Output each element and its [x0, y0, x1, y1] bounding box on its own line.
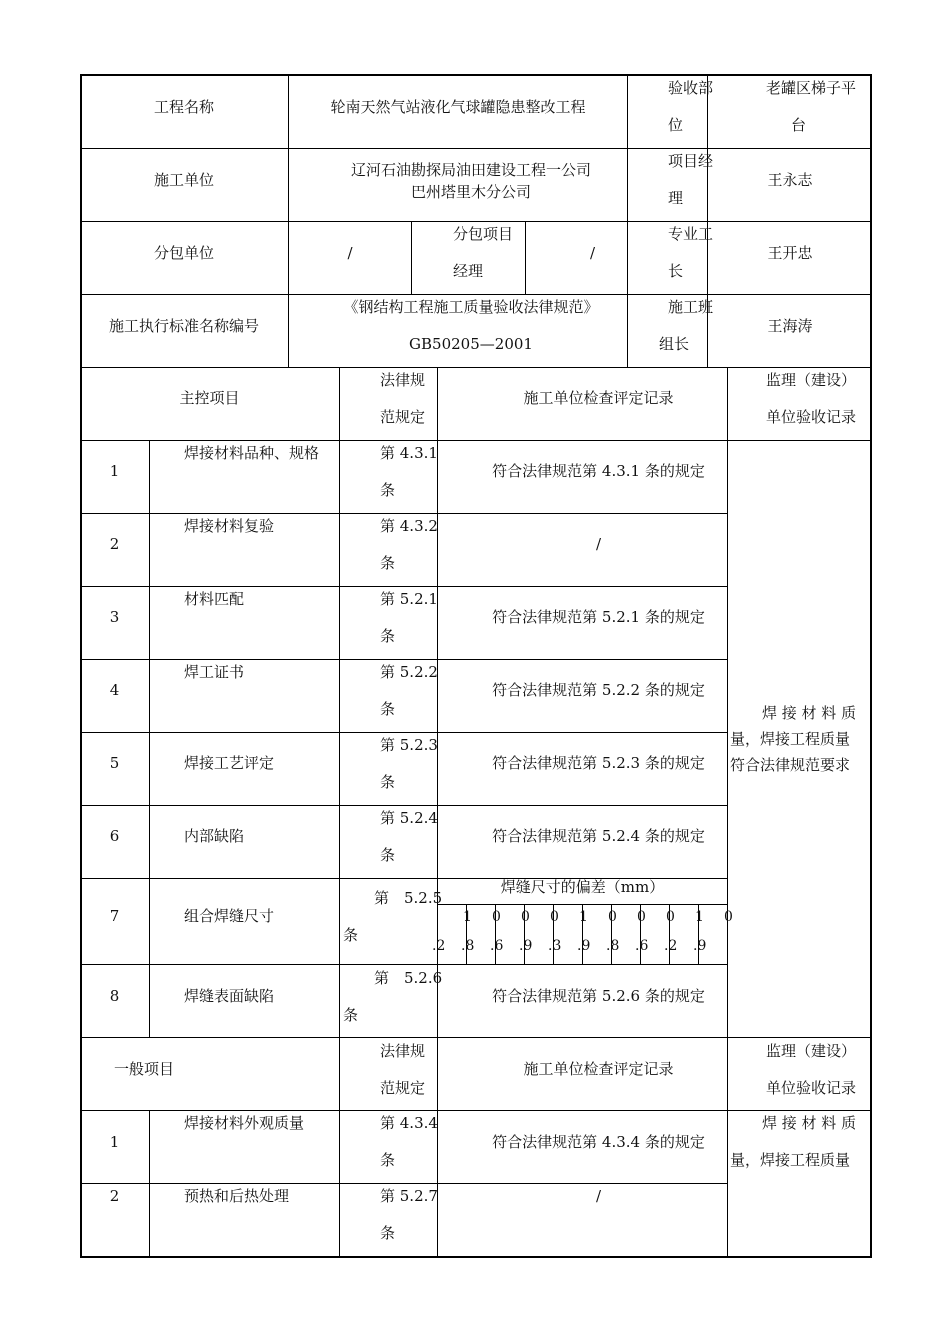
foreman: 王开忠: [767, 244, 813, 262]
standard-label: 施工执行标准名称编号: [108, 317, 259, 335]
supervisor-result: 焊 接 材 料 质: [762, 1114, 857, 1132]
project-name: 轮南天然气站液化气球罐隐患整改工程: [330, 98, 586, 116]
clause-header-cont: 范规定: [380, 1079, 426, 1097]
supervisor-header-cont: 单位验收记录: [766, 408, 857, 426]
sub-pm-label: 分包项目: [453, 225, 514, 243]
deviation-value: .9: [519, 938, 533, 954]
clause-ref: 第 5.2.1: [380, 590, 438, 608]
deviation-value: 0: [724, 909, 733, 925]
deviation-value: .2: [664, 938, 678, 954]
item-name: 组合焊缝尺寸: [184, 907, 275, 925]
row-number: 1: [109, 462, 120, 480]
clause-ref: 第 5.2.3: [380, 736, 438, 754]
rule: [80, 367, 872, 368]
clause-ref-cont: 条: [343, 926, 359, 944]
deviation-value: .6: [635, 938, 649, 954]
clause-ref-cont: 条: [380, 700, 396, 718]
supervisor-header: 监理（建设）: [766, 1042, 857, 1060]
row-number: 6: [109, 827, 120, 845]
sub-pm-value: /: [589, 244, 596, 262]
acceptance-part-label: 验收部: [668, 79, 714, 97]
deviation-value: 0: [637, 909, 646, 925]
team-leader-label: 施工班: [668, 298, 714, 316]
item-name: 预热和后热处理: [184, 1187, 290, 1205]
rule: [149, 1110, 150, 1258]
contractor-label: 施工单位: [153, 171, 214, 189]
standard-name: 《钢结构工程施工质量验收法律规范》: [343, 298, 599, 316]
deviation-value: 0: [608, 909, 617, 925]
acceptance-part-cont: 台: [791, 116, 807, 134]
subcontractor-value: /: [347, 244, 353, 262]
item-name: 焊接工艺评定: [184, 754, 275, 772]
record-header: 施工单位检查评定记录: [523, 389, 674, 407]
clause-ref: 第 5.2.6: [374, 969, 443, 987]
clause-ref-cont: 条: [380, 1224, 396, 1242]
row-number: 4: [109, 681, 120, 699]
deviation-value: 0: [521, 909, 530, 925]
rule: [80, 148, 707, 149]
item-name: 内部缺陷: [184, 827, 245, 845]
deviation-value: 1: [695, 909, 704, 925]
check-record: 符合法律规范第 5.2.1 条的规定: [492, 608, 705, 626]
deviation-value: .8: [461, 938, 475, 954]
acceptance-part: 老罐区梯子平: [766, 79, 857, 97]
team-leader-label-cont: 组长: [659, 335, 690, 353]
clause-ref-cont: 条: [380, 1151, 396, 1169]
supervisor-result: 焊 接 材 料 质: [762, 704, 857, 722]
row-number: 3: [109, 608, 120, 626]
item-name: 焊接材料品种、规格: [184, 444, 320, 462]
main-items-title: 主控项目: [179, 389, 240, 407]
check-record: 符合法律规范第 5.2.3 条的规定: [492, 754, 705, 772]
deviation-value: .2: [432, 938, 446, 954]
clause-header: 法律规: [380, 1042, 426, 1060]
supervisor-result-cont: 量，焊接工程质量: [730, 730, 851, 748]
check-record: /: [595, 535, 602, 553]
clause-ref: 第 4.3.4: [380, 1114, 438, 1132]
general-items-title: 一般项目: [114, 1060, 175, 1078]
clause-ref: 第 4.3.1: [380, 444, 438, 462]
rule: [411, 221, 412, 294]
deviation-value: 0: [492, 909, 501, 925]
clause-ref-cont: 条: [380, 554, 396, 572]
row-number: 8: [109, 987, 120, 1005]
foreman-label-cont: 长: [668, 262, 684, 280]
row-number: 2: [109, 1187, 120, 1205]
check-record: 符合法律规范第 4.3.1 条的规定: [492, 462, 705, 480]
clause-ref: 第 5.2.4: [380, 809, 438, 827]
sub-pm-label-cont: 经理: [453, 262, 484, 280]
check-record: 符合法律规范第 5.2.4 条的规定: [492, 827, 705, 845]
item-name: 焊接材料复验: [184, 517, 275, 535]
supervisor-header-cont: 单位验收记录: [766, 1079, 857, 1097]
deviation-value: 0: [550, 909, 559, 925]
item-name: 焊缝表面缺陷: [184, 987, 275, 1005]
clause-ref-cont: 条: [343, 1006, 359, 1024]
clause-ref-cont: 条: [380, 846, 396, 864]
rule: [149, 440, 150, 1037]
supervisor-result-cont: 符合法律规范要求: [730, 756, 851, 774]
clause-header: 法律规: [380, 371, 426, 389]
clause-ref-cont: 条: [380, 773, 396, 791]
foreman-label: 专业工: [668, 225, 714, 243]
rule: [80, 1037, 872, 1038]
check-record: 符合法律规范第 4.3.4 条的规定: [492, 1133, 705, 1151]
row-number: 2: [109, 535, 120, 553]
contractor-name: 辽河石油勘探局油田建设工程一公司: [350, 161, 591, 179]
check-record: 符合法律规范第 5.2.6 条的规定: [492, 987, 705, 1005]
deviation-value: .6: [490, 938, 504, 954]
row-number: 1: [109, 1133, 120, 1151]
rule: [707, 148, 872, 149]
deviation-value: .9: [577, 938, 591, 954]
project-manager: 王永志: [767, 171, 813, 189]
item-name: 材料匹配: [184, 590, 245, 608]
row-number: 7: [109, 907, 120, 925]
row-number: 5: [109, 754, 120, 772]
pm-label-cont: 理: [668, 189, 684, 207]
acceptance-part-label-cont: 位: [668, 116, 684, 134]
item-name: 焊接材料外观质量: [184, 1114, 305, 1132]
deviation-value: 1: [579, 909, 588, 925]
deviation-value: .8: [606, 938, 620, 954]
clause-header-cont: 范规定: [380, 408, 426, 426]
clause-ref-cont: 条: [380, 481, 396, 499]
clause-ref: 第 5.2.5: [374, 889, 443, 907]
clause-ref: 第 4.3.2: [380, 517, 438, 535]
project-name-label: 工程名称: [153, 98, 214, 116]
clause-ref: 第 5.2.7: [380, 1187, 438, 1205]
weld-deviation-header: 焊缝尺寸的偏差（mm）: [500, 878, 665, 896]
item-name: 焊工证书: [184, 663, 245, 681]
rule: [339, 367, 340, 1258]
record-header: 施工单位检查评定记录: [523, 1060, 674, 1078]
team-leader: 王海涛: [767, 317, 813, 335]
pm-label: 项目经: [668, 152, 714, 170]
clause-ref-cont: 条: [380, 627, 396, 645]
check-record: 符合法律规范第 5.2.2 条的规定: [492, 681, 705, 699]
deviation-value: 1: [463, 909, 472, 925]
standard-code: GB50205—2001: [409, 335, 533, 353]
deviation-value: 0: [666, 909, 675, 925]
clause-ref: 第 5.2.2: [380, 663, 438, 681]
deviation-value: .9: [693, 938, 707, 954]
supervisor-header: 监理（建设）: [766, 371, 857, 389]
check-record: /: [595, 1187, 602, 1205]
deviation-value: .3: [548, 938, 562, 954]
subcontractor-label: 分包单位: [153, 244, 214, 262]
supervisor-result-cont: 量，焊接工程质量: [730, 1151, 851, 1169]
contractor-name-cont: 巴州塔里木分公司: [410, 183, 531, 201]
